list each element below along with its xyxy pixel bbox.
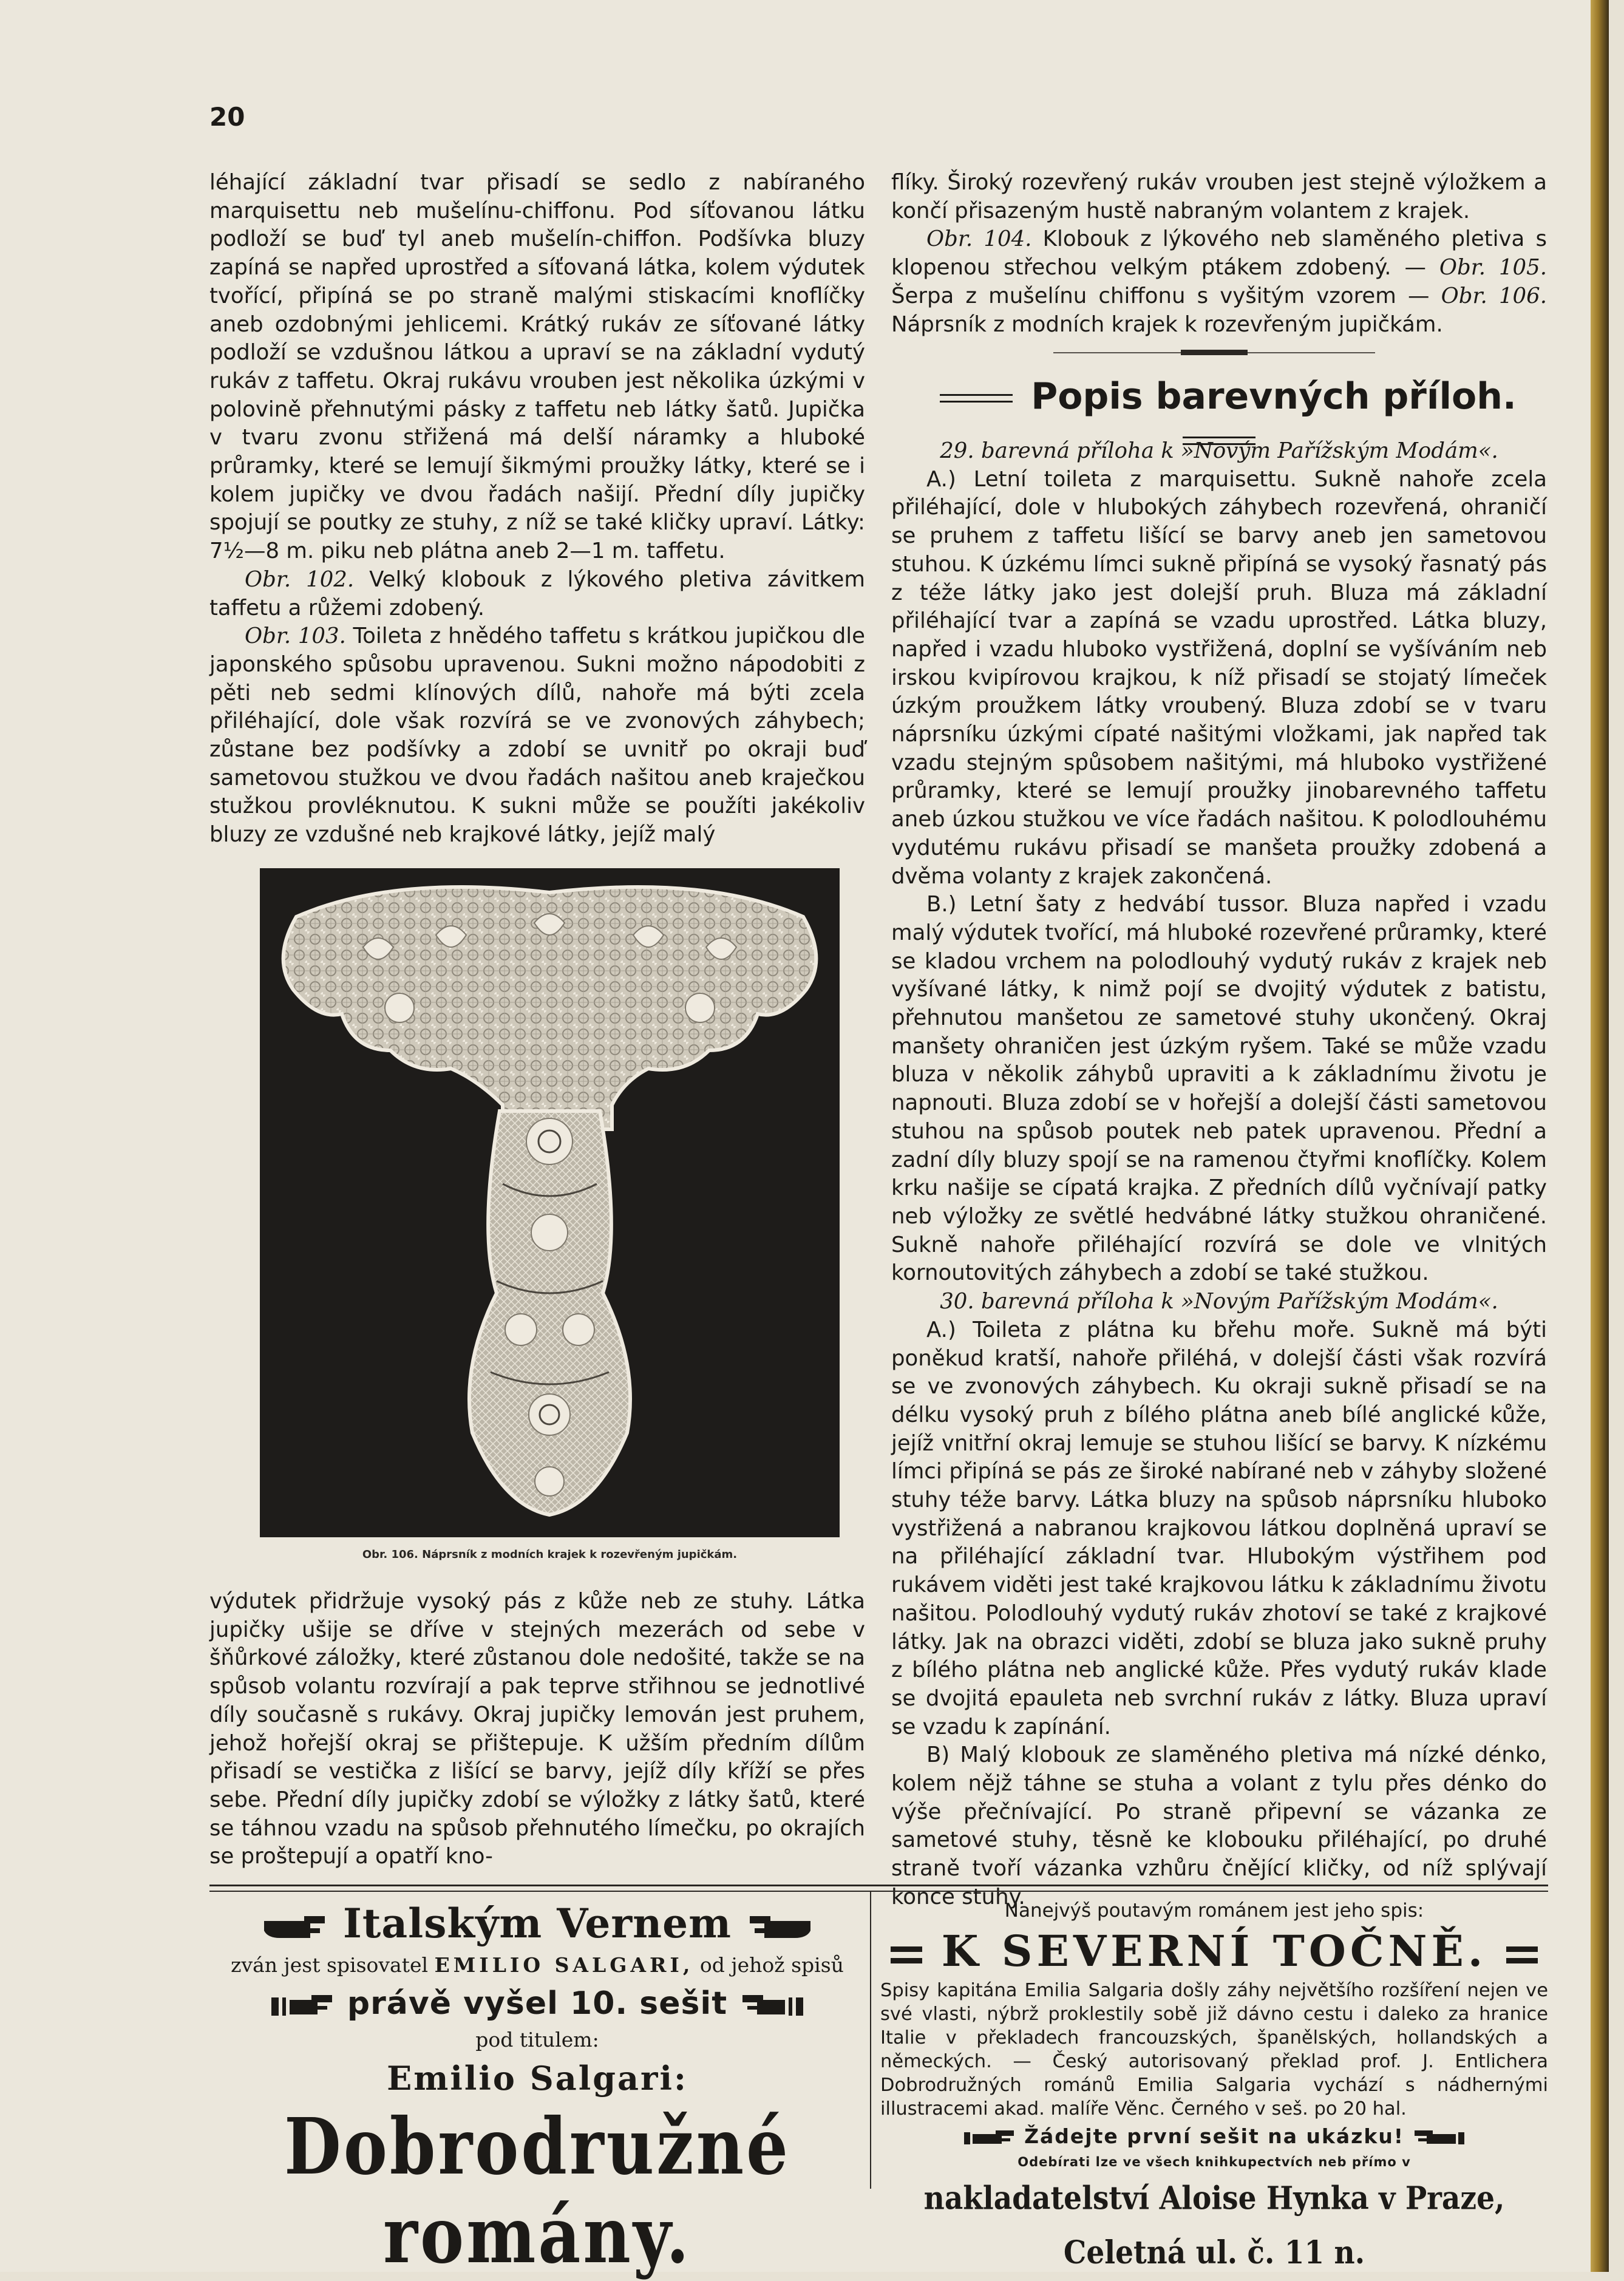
advert-right-intro: Nanejvýš poutavým románem jest jeho spis: — [1004, 1900, 1424, 1922]
pointing-hand-icon — [746, 1910, 813, 1944]
obr102-label: Obr. 102. — [245, 566, 355, 592]
pointing-hand-icon — [1412, 2129, 1467, 2147]
equals-ornament-icon — [1506, 1946, 1538, 1963]
advert-author-suffix: od jehož spisů — [699, 1953, 844, 1977]
advert-right-body: Spisy kapitána Emilia Salgaria došly záhy největšího rozšíření nejen ve své vlasti, nýbrž proklestily sobě již dávno cestu i daleko za hranice Italie v překladech francouzských, španělských, hollandských a německých. — Český autorisovaný překlad prof. J. Entlichera Dobrodružných románů Emilia Salgaria vychází s nádhernými illustracemi akad. malíře Věnc. Černého v seš. po 20 hal. — [880, 1980, 1548, 2120]
obr102-paragraph — [209, 566, 865, 622]
advert-book-title — [880, 1924, 1548, 1979]
advert-request-text: Žádejte první sešit na ukázku! — [1024, 2124, 1404, 2148]
left-column-bottom — [209, 1588, 865, 1871]
advert-series-author: Emilio Salgari: — [387, 2059, 688, 2098]
pointing-hand-icon — [262, 1910, 328, 1944]
advert-series-title: Dobrodružné romány. — [284, 2101, 790, 2281]
left-paragraph: léhající základní tvar přisadí se sedlo z nabíraného marquisettu neb mušelínu-chiffonu. Pod síťovanou látku podloží se buď tyl aneb mušelín-chiffon. Podšívka bluzy zapíná se napřed uprostřed a síťovaná látka, kolem výdutek tvořící, připíná se po straně malými stiskacími knoflíčky aneb ozdobnými jehlicemi. Krátký rukáv ze síťované látky podloží se vzdušnou látkou a upraví se na základní vydutý rukáv z taffetu. Okraj rukávu vrouben jest několika úzkými v polovině přehnutými pásky z taffetu neb látky šatů. Jupička v tvaru zvonu střižená má delší náramky a hluboké průramky, které se lemují šikmými proužky látky, které se i kolem jupičky ve dvou řadách našijí. Přední díly jupičky spojují se poutky ze stuhy, z níž se také kličky upraví. Látky: 7½—8 m. piku neb plátna aneb 2—1 m. taffetu. — [209, 170, 865, 564]
advert-sub-line: Odebírati lze ve všech knihkupectvích neb přímo v — [1018, 2155, 1411, 2169]
advert-divider — [209, 1885, 1548, 1892]
advert-column-divider — [870, 1891, 871, 2189]
obr103-label: Obr. 103. — [245, 624, 346, 649]
lace-collar-figure — [260, 868, 840, 1537]
equals-ornament-icon — [891, 1946, 922, 1963]
obr103-paragraph — [209, 622, 865, 849]
figure-caption: Obr. 106. Náprsník z modních krajek k rozevřeným jupičkám. — [362, 1548, 738, 1561]
advert-issue-line — [209, 1981, 865, 2026]
advert-author-prefix: zván jest spisovatel — [231, 1953, 429, 1977]
lace-collar-illustration — [260, 868, 840, 1537]
obr104-text: Klobouk z lýkového neb slaměného pletiva s klopenou střechou velkým ptákem zdobený. — — [891, 226, 1547, 280]
advert-headline-text: Italským Vernem — [343, 1900, 732, 1947]
paragraph-30b: B) Malý klobouk ze slaměného pletiva má nízké dénko, kolem nějž táhne se stuha a volant z tylu přes dénko do výše přečnívající. Po straně připevní se vázanka ze sametové stuhy, těsně ke klobouku přiléhající, po druhé straně tvoří vázanka vzhůru čnějící kličky, od níž splývají konce stuhy. — [891, 1742, 1547, 1909]
subheading-30: 30. barevná příloha k »Novým Pařížským Modám«. — [940, 1289, 1498, 1314]
right-intro: flíky. Široký rozevřený rukáv vrouben jest stejně výložkem a končí přisazeným hustě nabraným volantem z krajek. — [891, 170, 1547, 223]
advert-book-title-text: K SEVERNÍ TOČNĚ. — [941, 1926, 1487, 1976]
obr106-text: Náprsník z modních krajek k rozevřeným jupičkám. — [891, 311, 1443, 337]
left-continuation: výdutek přidržuje vysoký pás z kůže neb ze stuhy. Látka jupičky ušije se dříve v stejných mezerách od sebe v šňůrkové záložky, které zůstanou dole nedošité, takže se na spůsob volantu rozvírají a pak teprve střihnou se jednotlivé díly současně s rukávy. Okraj jupičky lemován jest pruhem, jehož hořejší okraj se přištepuje. K užším předním dílům přisadí se vestička z lišící se barvy, jejíž díly kříží se přes sebe. Přední díly jupičky zdobí se výložky z látky šatů, které se táhnou vzadu na spůsob přehnutého límečku, po okrajích se proštepují a opatří kno- — [209, 1589, 865, 1869]
small-divider — [1053, 352, 1375, 353]
paragraph-29b: B.) Letní šaty z hedvábí tussor. Bluza napřed i vzadu malý výdutek tvořící, má hluboké rozevřené průramky, které se kladou vrchem na polodlouhý vydutý rukáv z krajek neb vyšívané látky, k nimž pojí se dvojitý výdutek z batistu, přehnutou manšetou ze sametové stuhy ukončený. Okraj manšety ohraničen jest úzkým ryšem. Také se může vzadu bluza v několik záhybů upraviti a k základnímu životu je napnouti. Bluza zdobí se v hořejší a dolejší části sametovou stuhou na spůsob poutek neb patek upravenou. Přední a zadní díly bluzy spojí se na ramenou čtyřmi knoflíčky. Kolem krku našije se cípatá krajka. Z předních dílů vyčnívají patky neb výložky ze světlé hedvábné látky stužkou ohraničené. Sukně nahoře přiléhající rozvírá se dole ve vlnitých kornoutovitých záhybech a zdobí se také stužkou. — [891, 892, 1547, 1286]
advert-right — [880, 1897, 1548, 2272]
obr103-text: Toileta z hnědého taffetu s krátkou jupičkou dle japonského spůsobu upravenou. Sukni možno nápodobiti z pěti neb sedmi klínových dílů, nahoře má býti zcela přiléhající, dole však rozvírá se ve zvonových záhybech; zůstane bez podšívky a zdobí se uvnitř po okraji buď sametovou stužkou ve dvou řadách našitou aneb kraječkou stužkou provléknutou. K sukni může se použíti jakékoliv bluzy ze vzdušné neb krajkové látky, jejíž malý — [209, 624, 865, 848]
page-number: 20 — [209, 102, 245, 132]
obr102-text: Velký klobouk z lýkového pletiva závitkem taffetu a růžemi zdobený. — [209, 566, 865, 620]
obr106-label: Obr. 106. — [1441, 283, 1547, 308]
pointing-hand-icon — [739, 1991, 806, 2019]
advert-publisher: nakladatelství Aloise Hynka v Praze, Celetná ul. č. 11 n. — [923, 2180, 1505, 2272]
advert-author-line — [209, 1950, 865, 1981]
obr105-label: Obr. 105. — [1439, 255, 1547, 280]
pointing-hand-icon — [962, 2129, 1016, 2147]
left-column-top — [209, 169, 865, 849]
paragraph-30a: A.) Toileta z plátna ku břehu moře. Sukně má býti poněkud kratší, nahoře přiléhá, v dolejší části však rozvírá se ve zvonových záhybech. Ku okraji sukně přisadí se na délku vysoký pruh z bílého plátna aneb bílé anglické kůže, jejíž vnitřní okraj lemuje se stuhou lišící se barvy. K nízkému límci připíná se pás ze široké nabírané neb v záhyby složené stuhy téže barvy. Látka bluzy na spůsob náprsníku hluboko vystřižená a nabranou krajkovou látkou doplněná upraví se na přiléhající základní tvar. Hlubokým výstřihem pod rukávem viděti jest také krajkovou látku k základnímu životu našitou. Polodlouhý vydutý rukáv zhotoví se také z krajkové látky. Jak na obrazci viděti, zdobí se bluza jako sukně pruhy z bílého plátna neb anglické kůže. Přes vydutý rukáv klade se dvojitá epauleta neb svrchní rukáv z látky. Bluza upraví se vzadu k zapínání. — [891, 1317, 1547, 1739]
obr104-paragraph — [891, 225, 1547, 339]
advert-request-line — [880, 2121, 1548, 2152]
advert-headline — [209, 1897, 865, 1950]
advert-author-name: EMILIO SALGARI, — [434, 1953, 694, 1977]
paragraph-29a: A.) Letní toileta z marquisettu. Sukně nahoře zcela přiléhající, dole v hlubokých záhybech rozevřená, ohraničí se pruhem z taffetu lišící se barvy aneb jen sametovou stuhou. K úzkému límci sukně připíná se vysoký řasnatý pás z téže látky jako jest dolejší pruh. Bluza má základní přiléhající tvar a zapíná se vzadu uprostřed. Látka bluzy, napřed i vzadu hluboko vystřižená, doplní se vyšíváním neb irskou kvipírovou krajkou, k níž přisadí se stojatý límeček úzkým proužkem látky vroubený. Bluza zdobí se v tvaru náprsníku úzkými cípaté našitými vložkami, jak napřed tak vzadu stejným spůsobem našitými, má hluboko vystřižené průramky, které se lemují proužky jinobarevného taffetu aneb úzkou stužkou ve více řadách našitou. K polodlouhému vydutému rukávu přisadí se manšeta proužky zdobená a dvěma volanty z krajek zakončená. — [891, 466, 1547, 889]
right-column-main — [891, 437, 1547, 1912]
book-binding-edge — [1591, 0, 1609, 2272]
advert-subtitle-label: pod titulem: — [475, 2028, 599, 2052]
advert-issue-text: právě vyšel 10. sešit — [347, 1985, 728, 2022]
section-title-text: Popis barevných příloh. — [1031, 375, 1517, 418]
obr104-label: Obr. 104. — [926, 226, 1032, 252]
obr105-text: Šerpa z mušelínu chiffonu s vyšitým vzorem — — [891, 283, 1430, 308]
subheading-29: 29. barevná příloha k »Novým Pařížským Modám«. — [940, 438, 1498, 463]
right-column-top — [891, 169, 1547, 339]
advert-left — [209, 1897, 865, 2281]
pointing-hand-icon — [269, 1991, 336, 2019]
